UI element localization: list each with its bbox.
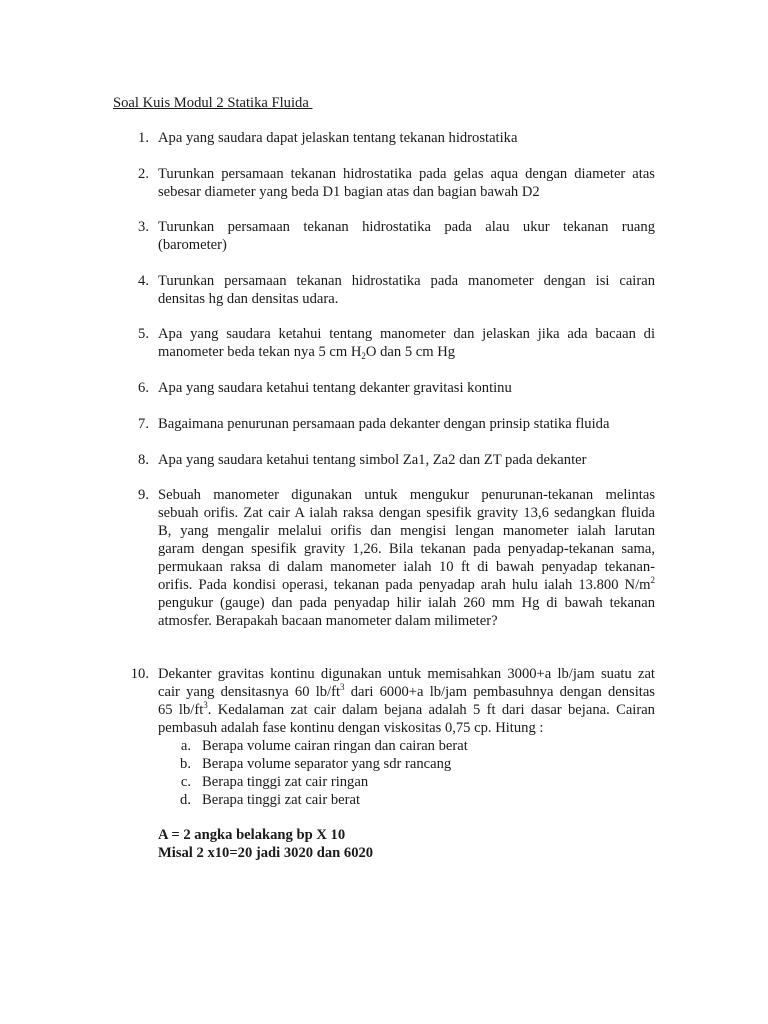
question-text-part: . Kedalaman zat cair dalam bejana adalah 5 ft dari dasar bejana. Cairan <box>207 702 655 718</box>
question-text: garam dengan spesifik gravity 1,26. Bila tekanan pada penyadap-tekanan sama, <box>158 541 655 557</box>
question-text: Apa yang saudara ketahui tentang manometer dan jelaskan jika ada bacaan di <box>158 326 655 342</box>
question-text: Bagaimana penurunan persamaan pada dekanter dengan prinsip statika fluida <box>158 416 610 432</box>
question-number: 7. <box>138 416 149 432</box>
question-text: Apa yang saudara dapat jelaskan tentang tekanan hidrostatika <box>158 130 518 146</box>
question-text: Turunkan persamaan tekanan hidrostatika pada alau ukur tekanan ruang <box>158 219 655 235</box>
sub-question-letter: d. <box>180 792 191 808</box>
question-text-part: orifis. Pada kondisi operasi, tekanan pada penyadap arah hulu ialah 13.800 N/m <box>158 577 651 593</box>
superscript: 2 <box>650 575 655 585</box>
question-text-part: O dan 5 cm Hg <box>365 344 456 360</box>
question-text: Dekanter gravitas kontinu digunakan untuk memisahkan 3000+a lb/jam suatu zat <box>158 666 655 682</box>
sub-question-text: Berapa tinggi zat cair ringan <box>202 774 369 790</box>
sub-question-b <box>157 755 637 773</box>
question-text-part: 65 lb/ft <box>158 702 204 718</box>
sub-question-letter: a. <box>180 738 191 754</box>
question-text: pembasuh adalah fase kontinu dengan viskositas 0,75 cp. Hitung : <box>158 720 544 736</box>
sub-question-text: Berapa volume cairan ringan dan cairan berat <box>202 738 468 754</box>
question-text: Turunkan persamaan tekanan hidrostatika pada gelas aqua dengan diameter atas <box>158 166 655 182</box>
sub-question-letter: c. <box>180 774 191 790</box>
question-text <box>158 683 655 701</box>
note-formula: A = 2 angka belakang bp X 10 <box>158 827 346 843</box>
question-text <box>158 701 655 719</box>
sub-question-d <box>157 791 637 809</box>
question-text: pengukur (gauge) dan pada penyadap hilir ialah 260 mm Hg di bawah tekanan <box>158 595 655 611</box>
question-number: 5. <box>138 326 149 342</box>
question-number: 10. <box>130 666 149 682</box>
sub-question-a <box>157 737 637 755</box>
question-text: Apa yang saudara ketahui tentang simbol Za1, Za2 dan ZT pada dekanter <box>158 452 587 468</box>
note-example: Misal 2 x10=20 jadi 3020 dan 6020 <box>158 845 374 861</box>
question-text: Apa yang saudara ketahui tentang dekanter gravitasi kontinu <box>158 380 512 396</box>
question-text-part: manometer beda tekan nya 5 cm H <box>158 344 362 360</box>
question-text: atmosfer. Berapakah bacaan manometer dalam milimeter? <box>158 613 498 629</box>
sub-question-letter: b. <box>180 756 191 772</box>
question-text: densitas hg dan densitas udara. <box>158 291 339 307</box>
question-number: 9. <box>138 487 149 503</box>
question-number: 6. <box>138 380 149 396</box>
question-text: permukaan raksa di dalam manometer ialah 10 ft di bawah penyadap tekanan- <box>158 559 655 575</box>
question-text: B, yang mengalir melalui orifis dan mengisi lengan manometer ialah larutan <box>158 523 655 539</box>
question-text <box>158 576 655 594</box>
question-text-part: cair yang densitasnya 60 lb/ft <box>158 684 341 700</box>
superscript: 3 <box>203 700 208 710</box>
question-number: 4. <box>138 273 149 289</box>
sub-question-text: Berapa volume separator yang sdr rancang <box>202 756 452 772</box>
question-number: 8. <box>138 452 149 468</box>
sub-question-text: Berapa tinggi zat cair berat <box>202 792 361 808</box>
question-text: Turunkan persamaan tekanan hidrostatika pada manometer dengan isi cairan <box>158 273 655 289</box>
question-text <box>158 343 655 361</box>
sub-question-list <box>157 737 637 809</box>
question-text: sebesar diameter yang beda D1 bagian atas dan bagian bawah D2 <box>158 184 540 200</box>
question-text: (barometer) <box>158 237 227 253</box>
superscript: 3 <box>340 682 345 692</box>
question-text: sebuah orifis. Zat cair A ialah raksa dengan spesifik gravity 13,6 sedangkan fluida <box>158 505 655 521</box>
question-number: 1. <box>138 130 149 146</box>
question-number: 2. <box>138 166 149 182</box>
question-number: 3. <box>138 219 149 235</box>
page-title: Soal Kuis Modul 2 Statika Fluida <box>113 95 313 111</box>
question-text-part: dari 6000+a lb/jam pembasuhnya dengan densitas <box>344 684 655 700</box>
sub-question-c <box>157 773 637 791</box>
question-text: Sebuah manometer digunakan untuk mengukur penurunan-tekanan melintas <box>158 487 655 503</box>
subscript: 2 <box>361 351 366 361</box>
